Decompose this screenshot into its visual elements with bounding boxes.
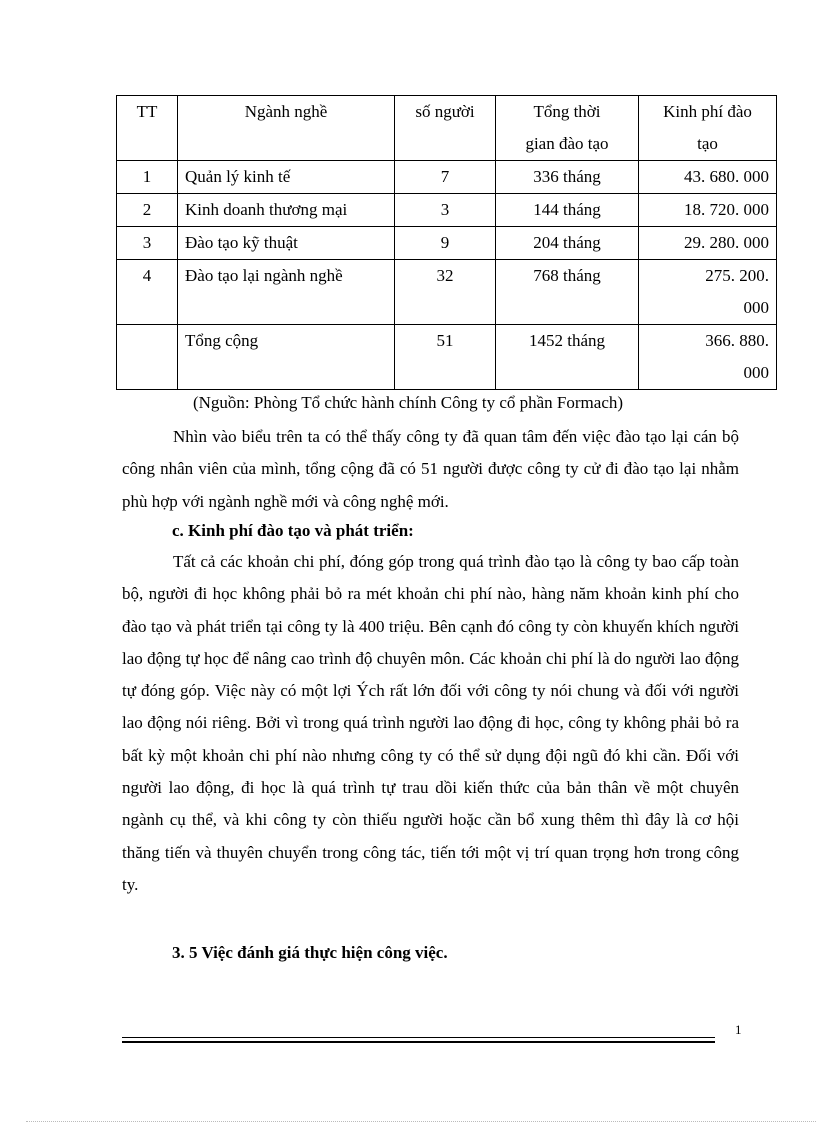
cell-time: 204 tháng [496,227,639,260]
paragraph-2 [122,546,739,901]
heading-training-cost: c. Kinh phí đào tạo và phát triển: [172,521,414,540]
cell-cost-line1: 366. 880. [705,331,769,350]
table-total-row [117,325,777,390]
table-row [117,260,777,325]
cell-tt [117,325,178,390]
cell-name: Tổng cộng [178,325,395,390]
cell-num: 3 [395,194,496,227]
cell-num: 9 [395,227,496,260]
cell-cost: 29. 280. 000 [639,227,777,260]
cell-name: Quản lý kinh tế [178,161,395,194]
footer-rule-thick [122,1041,715,1043]
cell-tt: 1 [117,161,178,194]
table-row [117,161,777,194]
table-row [117,227,777,260]
header-tt: TT [117,96,178,161]
cell-name: Đào tạo kỹ thuật [178,227,395,260]
cell-name: Đào tạo lại ngành nghề [178,260,395,325]
header-cost-line2: tạo [697,134,718,153]
paragraph-2-text: Tất cả các khoản chi phí, đóng góp trong quá trình đào tạo là công ty bao cấp toàn bộ, người đi học không phải bỏ ra mét khoản chi phí nào, hàng năm khoản kinh phí cho đào tạo và phát triển tại công ty là 400 triệu. Bên cạnh đó công ty còn khuyến khích người lao động tự học để nâng cao trình độ chuyên môn. Các khoản chi phí là do người lao động tự đóng góp. Việc này có một lợi Ých rất lớn đối với công ty nói chung và đối với người lao động nói riêng. Bởi vì trong quá trình người lao động đi học, công ty không phải bỏ ra bất kỳ một khoản chi phí nào nhưng công ty có thể sử dụng đội ngũ đó khi cần. Đối với người lao động, đi học là quá trình tự trau dồi kiến thức của bản thân về một chuyên ngành cụ thể, và khi công ty còn thiếu người hoặc cần bổ xung thêm thì đây là cơ hội thăng tiến và thuyên chuyển trong công tác, tiến tới một vị trí quan trọng hơn trong công ty. [122,552,739,894]
cell-num: 32 [395,260,496,325]
cell-num: 51 [395,325,496,390]
page-number: 1 [735,1022,742,1037]
cell-num: 7 [395,161,496,194]
training-table [116,95,777,390]
cell-cost-line2: 000 [743,298,769,317]
cell-tt: 4 [117,260,178,325]
table-row [117,194,777,227]
cell-cost-line1: 275. 200. [705,266,769,285]
heading-section-3-5: 3. 5 Việc đánh giá thực hiện công việc. [172,943,448,962]
cell-name: Kinh doanh thương mại [178,194,395,227]
cell-cost: 43. 680. 000 [639,161,777,194]
cell-time: 768 tháng [496,260,639,325]
header-cost [639,96,777,161]
cell-tt: 2 [117,194,178,227]
cell-cost: 18. 720. 000 [639,194,777,227]
header-cost-line1: Kinh phí đào [663,102,752,121]
header-name: Ngành nghề [178,96,395,161]
cell-cost [639,325,777,390]
cell-tt: 3 [117,227,178,260]
header-time-line2: gian đào tạo [525,134,609,153]
cell-time: 1452 tháng [496,325,639,390]
cell-time: 336 tháng [496,161,639,194]
header-time-line1: Tổng thời [533,102,601,121]
table-header-row [117,96,777,161]
source-note: (Nguồn: Phòng Tổ chức hành chính Công ty cổ phần Formach) [192,393,624,412]
cell-cost [639,260,777,325]
footer-rule [122,1037,715,1038]
page-bottom-dotted-border [26,1121,816,1122]
header-time [496,96,639,161]
cell-cost-line2: 000 [743,363,769,382]
header-num: số người [395,96,496,161]
paragraph-1-text: Nhìn vào biểu trên ta có thể thấy công ty đã quan tâm đến việc đào tạo lại cán bộ công nhân viên của mình, tổng cộng đã có 51 người được công ty cử đi đào tạo lại nhằm phù hợp với ngành nghề mới và công nghệ mới. [122,427,739,511]
paragraph-1 [122,421,739,518]
cell-time: 144 tháng [496,194,639,227]
